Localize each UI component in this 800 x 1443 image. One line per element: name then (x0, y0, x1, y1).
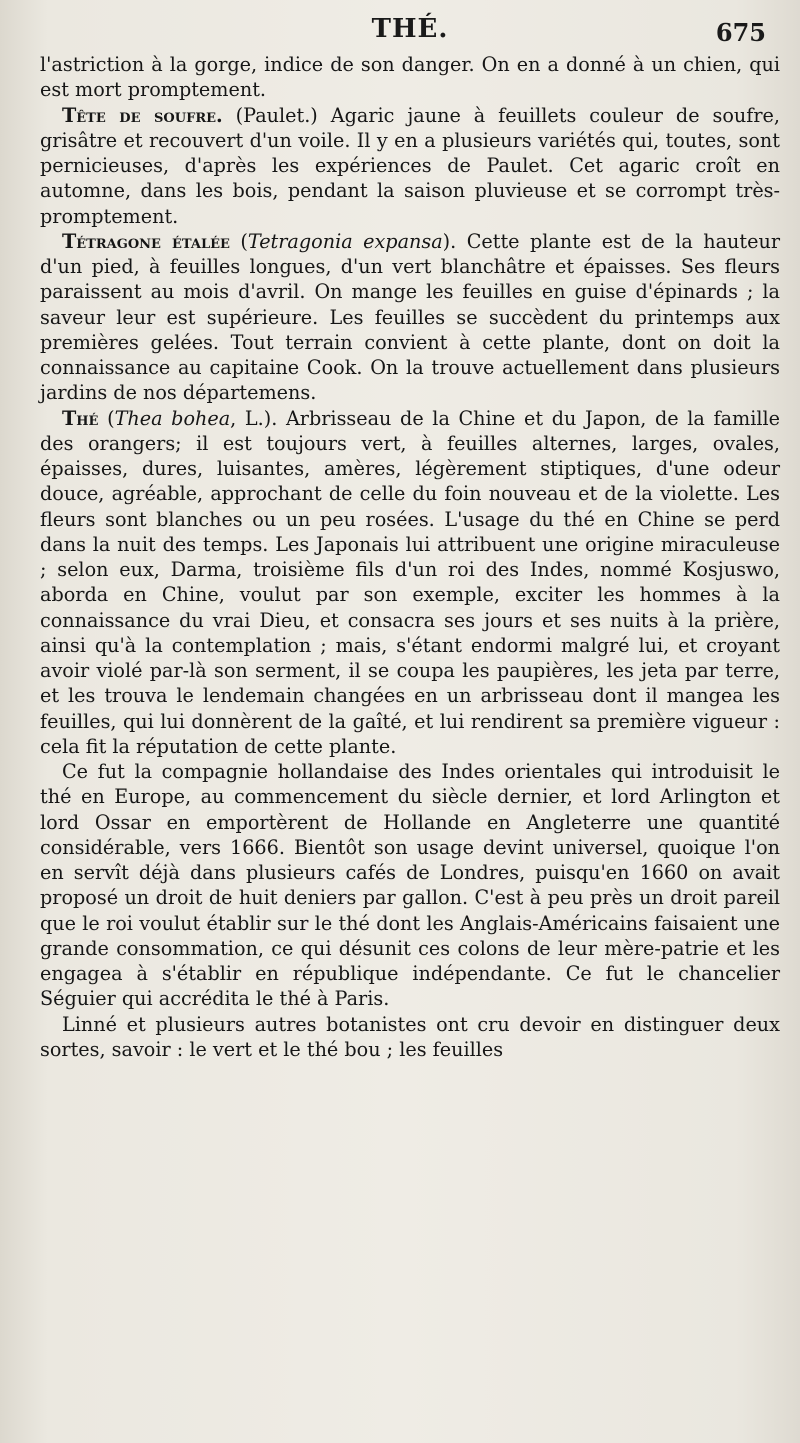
entry-sci-suffix: ). (442, 229, 467, 253)
paragraph-linne (40, 1012, 780, 1063)
entry-term: Tête de soufre. (62, 103, 223, 127)
entry-text: Arbrisseau de la Chine et du Japon, de la famille des orangers; il est toujours vert, à feuilles alternes, larges, ovales, épaisses, dures, luisantes, amères, légèrement stiptiques, d'une odeur douce, agréable, approchant de celle du foin nouveau et de la violette. Les fleurs sont blanches ou un peu rosées. L'usage du thé en Chine se perd dans la nuit des temps. Les Japonais lui attribuent une origine miraculeuse ; selon eux, Darma, troisième fils d'un roi des Indes, nommé Kosjuswo, aborda en Chine, voulut par son exemple, exciter les hommes à la connaissance du vrai Dieu, et consacra ses jours et ses nuits à la prière, ainsi qu'à la contemplation ; mais, s'étant endormi malgré lui, et croyant avoir violé par-là son serment, il se coupa les paupières, les jeta par terre, et les trouva le lendemain changées en un arbrisseau dont il mangea les feuilles, qui lui donnèrent de la gaîté, et lui rendirent sa première vigueur : cela fit la réputation de cette plante. (40, 406, 780, 758)
text-body (40, 52, 780, 1062)
page-header (40, 14, 780, 48)
entry-the (40, 406, 780, 760)
page-number: 675 (715, 18, 766, 47)
entry-tete-de-soufre (40, 103, 780, 229)
entry-term: Tétragone étalée (62, 229, 230, 253)
entry-sci-prefix: (Paulet.) (222, 103, 331, 127)
entry-sci-prefix: ( (98, 406, 115, 430)
running-head: THÉ. (371, 14, 449, 44)
paragraph-continuation (40, 52, 780, 103)
entry-sci-suffix: , L.). (230, 406, 286, 430)
entry-text: Agaric jaune à feuillets couleur de soufre, grisâtre et recouvert d'un voile. Il y en a plusieurs variétés qui, toutes, sont pernicieuses, d'après les expériences de Paulet. Cet agaric croît en automne, dans les bois, pendant la saison pluvieuse et se corrompt très-promptement. (40, 103, 781, 228)
paragraph-history (40, 759, 780, 1012)
paragraph-text: Linné et plusieurs autres botanistes ont cru devoir en distinguer deux sortes, savoir : le vert et le thé bou ; les feuilles (40, 1012, 780, 1061)
entry-text: Cette plante est de la hauteur d'un pied, à feuilles longues, d'un vert blanchâtre et épaisses. Ses fleurs paraissent au mois d'avril. On mange les feuilles en guise d'épinards ; la saveur leur est supérieure. Les feuilles se succèdent du printemps aux premières gelées. Tout terrain convient à cette plante, dont on doit la connaissance au capitaine Cook. On la trouve actuellement dans plusieurs jardins de nos départemens. (40, 229, 780, 405)
paragraph-text: l'astriction à la gorge, indice de son danger. On en a donné à un chien, qui est mort promptement. (40, 53, 780, 102)
entry-term: Thé (62, 406, 99, 430)
entry-scientific-name: Thea bohea (114, 406, 231, 430)
entry-tetragone-etalee (40, 229, 780, 406)
entry-sci-prefix: ( (229, 229, 248, 253)
entry-scientific-name: Tetragonia expansa (247, 229, 443, 253)
paragraph-text: Ce fut la compagnie hollandaise des Indes orientales qui introduisit le thé en Europe, au commencement du siècle dernier, et lord Arlington et lord Ossar en emportèrent de Hollande en Angleterre une quantité considérable, vers 1666. Bientôt son usage devint universel, quoique l'on en servît déjà dans plusieurs cafés de Londres, puisqu'en 1660 on avait proposé un droit de huit deniers par gallon. C'est à peu près un droit pareil que le roi voulut établir sur le thé dont les Anglais-Américains faisaient une grande consommation, ce qui désunit ces colons de leur mère-patrie et les engagea à s'établir en république indépendante. Ce fut le chancelier Séguier qui accrédita le thé à Paris. (40, 760, 780, 1011)
